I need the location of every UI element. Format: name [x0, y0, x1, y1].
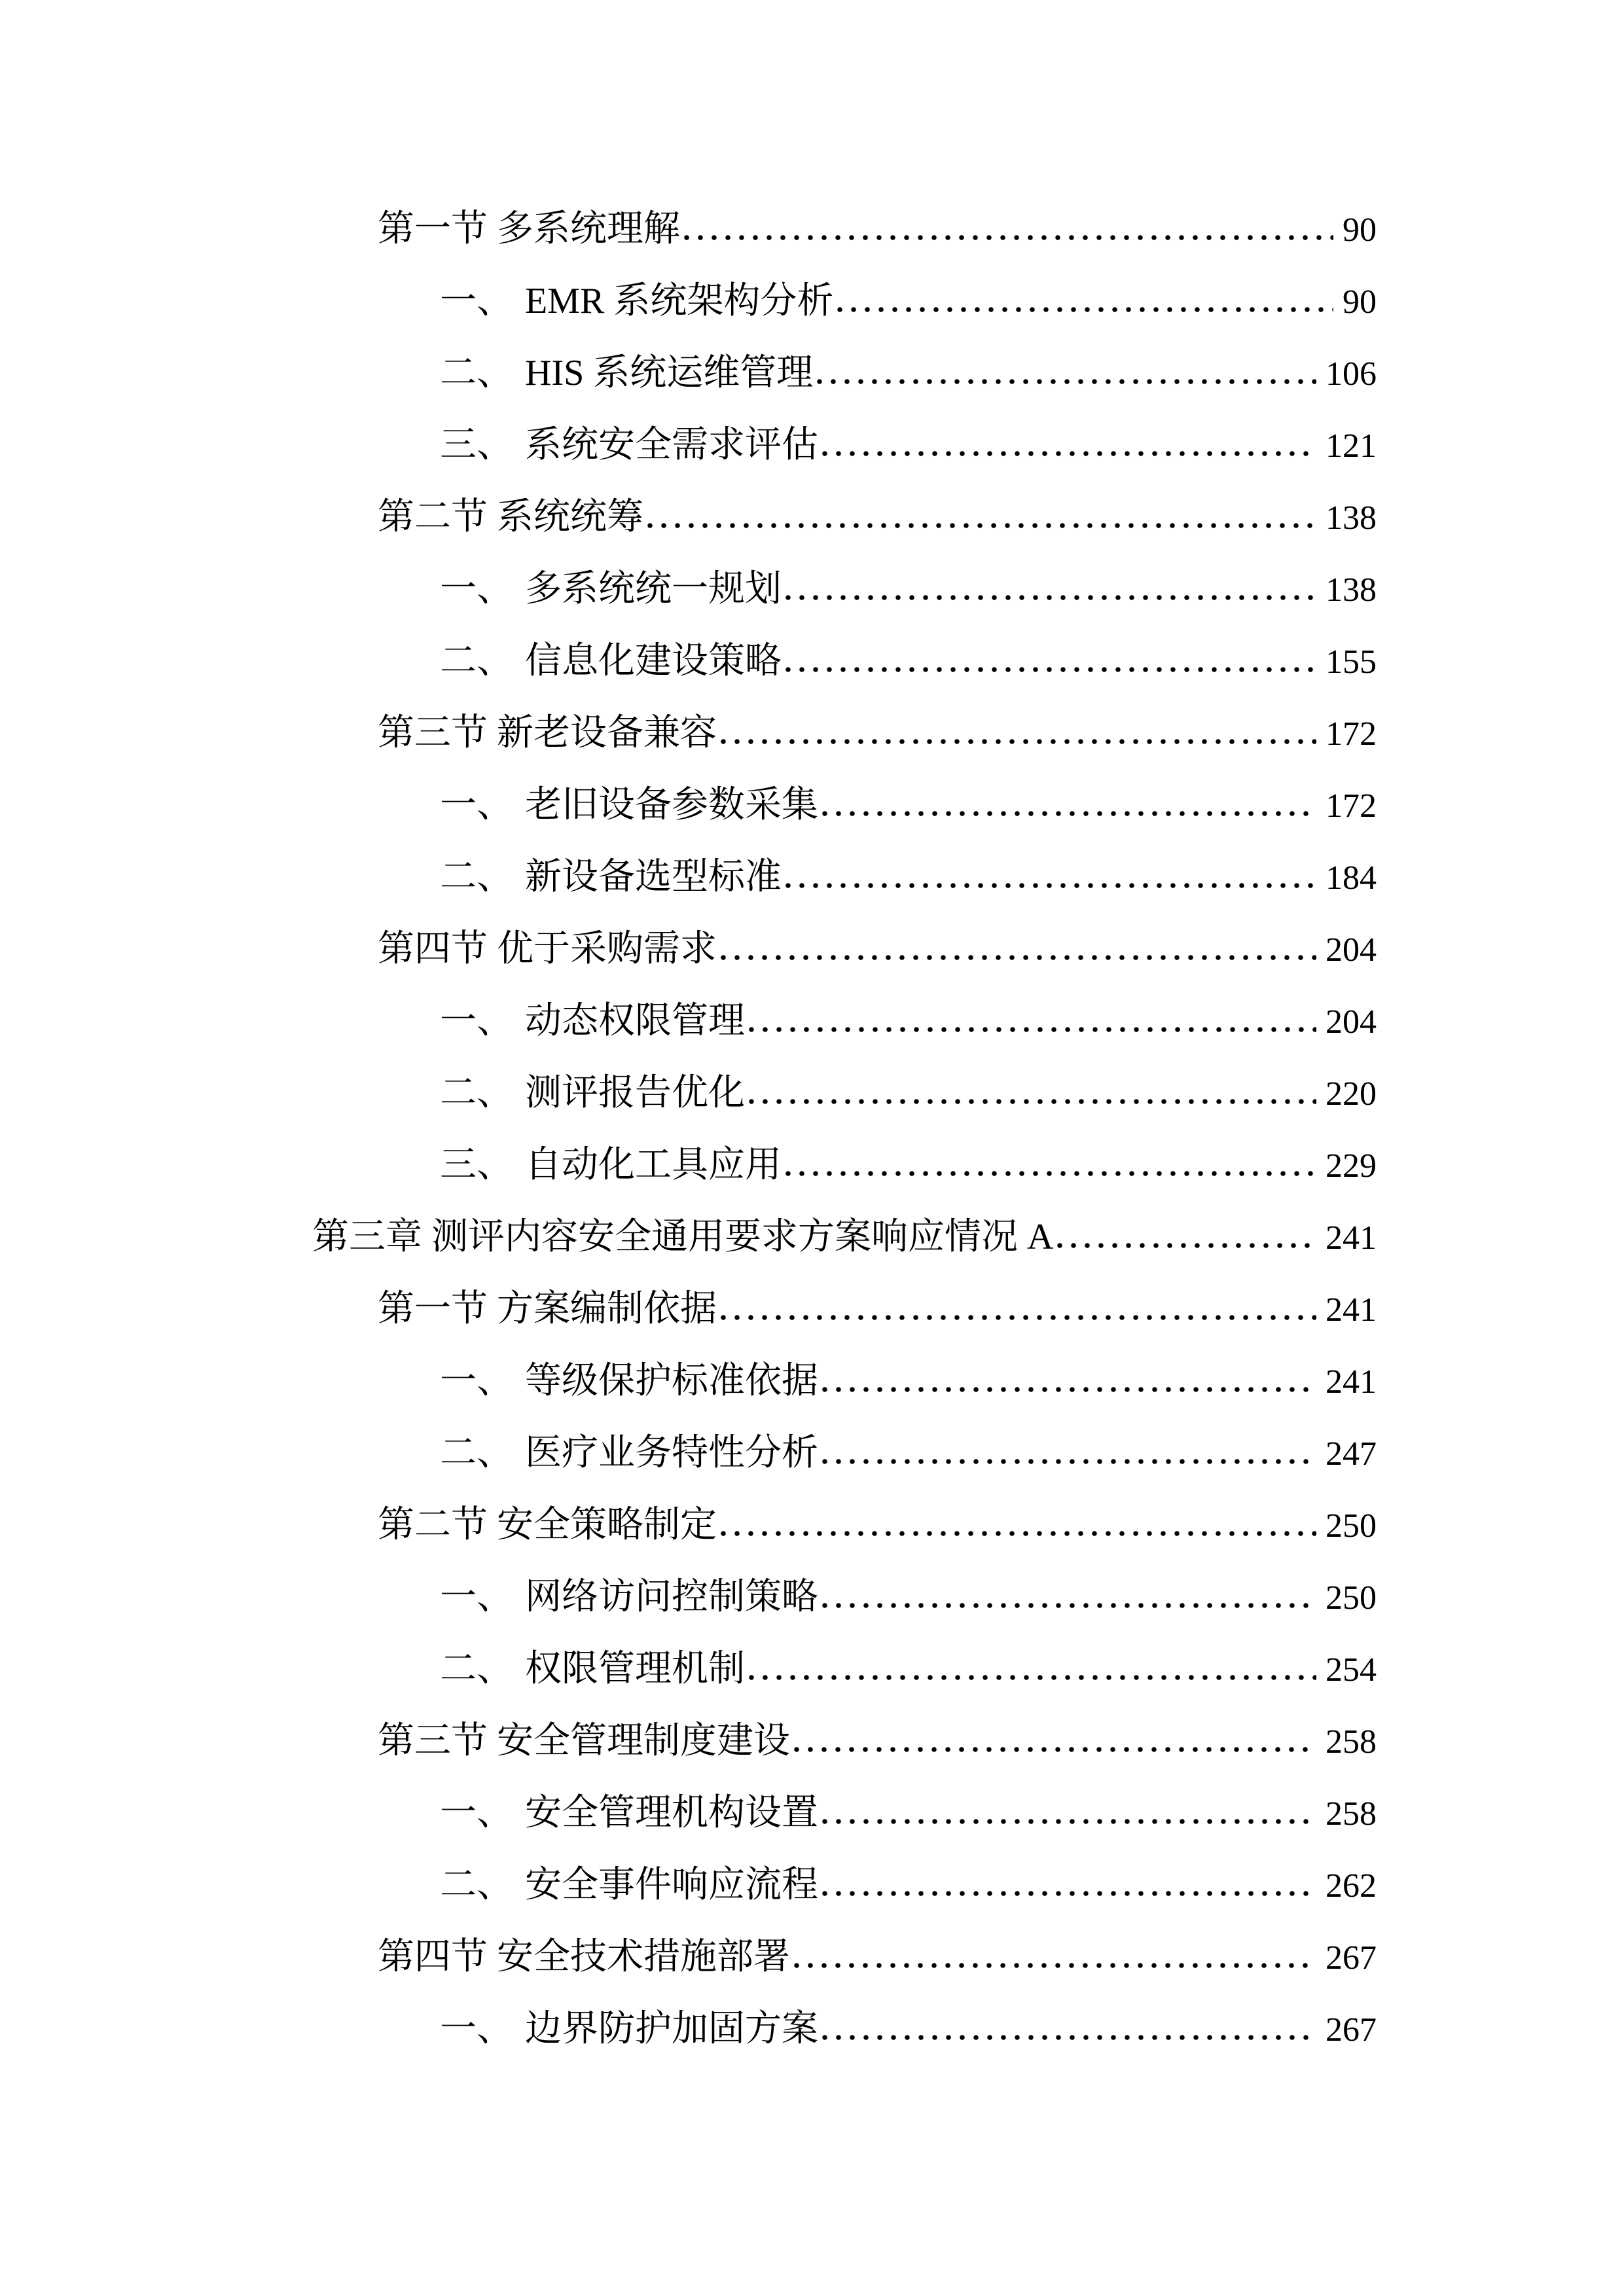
toc-entry-section[interactable]: [0, 1705, 1377, 1777]
page-number: 267: [1326, 2011, 1377, 2049]
entry-label: 系统安全需求评估: [525, 425, 818, 465]
toc-entry-section[interactable]: [0, 481, 1377, 553]
dot-leader: [822, 810, 1316, 817]
dot-leader: [721, 1314, 1316, 1321]
entry-label: 第四节 优于采购需求: [378, 929, 717, 969]
toc-entry-item[interactable]: [0, 1129, 1377, 1201]
entry-number: 一、: [440, 1577, 513, 1617]
entry-label: 测评报告优化: [525, 1073, 745, 1113]
dot-leader: [822, 450, 1316, 457]
page-number: 250: [1326, 1507, 1377, 1545]
page-number: 241: [1326, 1291, 1377, 1329]
entry-number: 二、: [440, 353, 513, 393]
page-number: 106: [1326, 355, 1377, 393]
entry-label: 权限管理机制: [525, 1649, 745, 1689]
toc-entry-item[interactable]: [0, 265, 1377, 337]
toc-entry-item[interactable]: [0, 1417, 1377, 1489]
page-number: 184: [1326, 859, 1377, 897]
page-number: 267: [1326, 1939, 1377, 1977]
toc-entry-item[interactable]: [0, 841, 1377, 913]
dot-leader: [822, 1890, 1316, 1897]
page-number: 262: [1326, 1867, 1377, 1905]
entry-number: 一、: [440, 2009, 513, 2049]
entry-label: 安全管理机构设置: [525, 1793, 818, 1833]
entry-label: 老旧设备参数采集: [525, 785, 818, 825]
entry-label: 第三章 测评内容安全通用要求方案响应情况 A: [312, 1217, 1054, 1257]
entry-label: HIS 系统运维管理: [525, 353, 814, 393]
entry-label: 第三节 新老设备兼容: [378, 713, 717, 753]
entry-number: 三、: [440, 1145, 513, 1185]
page-number: 254: [1326, 1651, 1377, 1689]
dot-leader: [749, 1026, 1316, 1033]
dot-leader: [647, 522, 1316, 529]
toc-entry-item[interactable]: [0, 553, 1377, 625]
entry-label: 自动化工具应用: [525, 1145, 782, 1185]
entry-number: 一、: [440, 1361, 513, 1401]
toc-entry-item[interactable]: [0, 985, 1377, 1057]
toc-entry-item[interactable]: [0, 1057, 1377, 1129]
dot-leader: [721, 1530, 1316, 1537]
page-number: 90: [1343, 283, 1377, 321]
page-number: 121: [1326, 427, 1377, 465]
dot-leader: [794, 1962, 1316, 1969]
toc-entry-item[interactable]: [0, 1633, 1377, 1705]
page-number: 172: [1326, 787, 1377, 825]
entry-label: 安全事件响应流程: [525, 1865, 818, 1905]
toc-entry-item[interactable]: [0, 1777, 1377, 1849]
toc-entry-item[interactable]: [0, 337, 1377, 409]
dot-leader: [785, 666, 1316, 673]
page-number: 241: [1326, 1363, 1377, 1401]
entry-label: 边界防护加固方案: [525, 2009, 818, 2049]
entry-label: 网络访问控制策略: [525, 1577, 818, 1617]
dot-leader: [822, 1386, 1316, 1393]
toc-entry-item[interactable]: [0, 769, 1377, 841]
toc-entry-chapter[interactable]: [0, 1201, 1377, 1273]
toc-entry-section[interactable]: [0, 697, 1377, 769]
toc-entry-section[interactable]: [0, 1489, 1377, 1561]
page-number: 138: [1326, 571, 1377, 609]
dot-leader: [822, 2034, 1316, 2041]
entry-number: 一、: [440, 1793, 513, 1833]
page-number: 204: [1326, 931, 1377, 969]
entry-number: 一、: [440, 281, 513, 321]
entry-label: 第二节 系统统筹: [378, 497, 643, 537]
page-number: 220: [1326, 1075, 1377, 1113]
page-number: 241: [1326, 1219, 1377, 1257]
entry-label: 医疗业务特性分析: [525, 1433, 818, 1473]
entry-label: 等级保护标准依据: [525, 1361, 818, 1401]
toc-entry-section[interactable]: [0, 1921, 1377, 1993]
dot-leader: [785, 882, 1316, 889]
page-number: 250: [1326, 1579, 1377, 1617]
entry-number: 二、: [440, 1865, 513, 1905]
page-number: 258: [1326, 1795, 1377, 1833]
page-number: 172: [1326, 715, 1377, 753]
toc-list: [0, 193, 1377, 2065]
entry-label: 多系统统一规划: [525, 569, 782, 609]
entry-number: 二、: [440, 1073, 513, 1113]
entry-number: 三、: [440, 425, 513, 465]
entry-number: 二、: [440, 1649, 513, 1689]
dot-leader: [749, 1674, 1316, 1681]
entry-label: 第二节 安全策略制定: [378, 1505, 717, 1545]
entry-label: 新设备选型标准: [525, 857, 782, 897]
dot-leader: [721, 954, 1316, 961]
entry-label: 第四节 安全技术措施部署: [378, 1937, 790, 1977]
page-number: 229: [1326, 1147, 1377, 1185]
dot-leader: [817, 378, 1316, 385]
entry-number: 二、: [440, 1433, 513, 1473]
toc-entry-section[interactable]: [0, 193, 1377, 265]
dot-leader: [785, 594, 1316, 601]
dot-leader: [785, 1170, 1316, 1177]
entry-label: 第一节 多系统理解: [378, 209, 680, 249]
toc-entry-item[interactable]: [0, 1993, 1377, 2065]
dot-leader: [822, 1458, 1316, 1465]
entry-number: 一、: [440, 1001, 513, 1041]
entry-number: 二、: [440, 641, 513, 681]
dot-leader: [749, 1098, 1316, 1105]
toc-entry-item[interactable]: [0, 1849, 1377, 1921]
entry-label: 第三节 安全管理制度建设: [378, 1721, 790, 1761]
dot-leader: [721, 738, 1316, 745]
toc-entry-item[interactable]: [0, 409, 1377, 481]
page-number: 138: [1326, 499, 1377, 537]
page-number: 90: [1343, 211, 1377, 249]
toc-entry-section[interactable]: [0, 1273, 1377, 1345]
entry-label: 信息化建设策略: [525, 641, 782, 681]
toc-entry-item[interactable]: [0, 1561, 1377, 1633]
dot-leader: [837, 306, 1333, 313]
toc-entry-item[interactable]: [0, 1345, 1377, 1417]
entry-number: 二、: [440, 857, 513, 897]
page-number: 204: [1326, 1003, 1377, 1041]
entry-number: 一、: [440, 785, 513, 825]
dot-leader: [822, 1602, 1316, 1609]
page-number: 258: [1326, 1723, 1377, 1761]
entry-label: 第一节 方案编制依据: [378, 1289, 717, 1329]
dot-leader: [1057, 1242, 1316, 1249]
page-number: 247: [1326, 1435, 1377, 1473]
toc-entry-item[interactable]: [0, 625, 1377, 697]
toc-entry-section[interactable]: [0, 913, 1377, 985]
page-number: 155: [1326, 643, 1377, 681]
dot-leader: [794, 1746, 1316, 1753]
dot-leader: [684, 234, 1333, 241]
entry-label: 动态权限管理: [525, 1001, 745, 1041]
entry-number: 一、: [440, 569, 513, 609]
dot-leader: [822, 1818, 1316, 1825]
entry-label: EMR 系统架构分析: [525, 281, 834, 321]
